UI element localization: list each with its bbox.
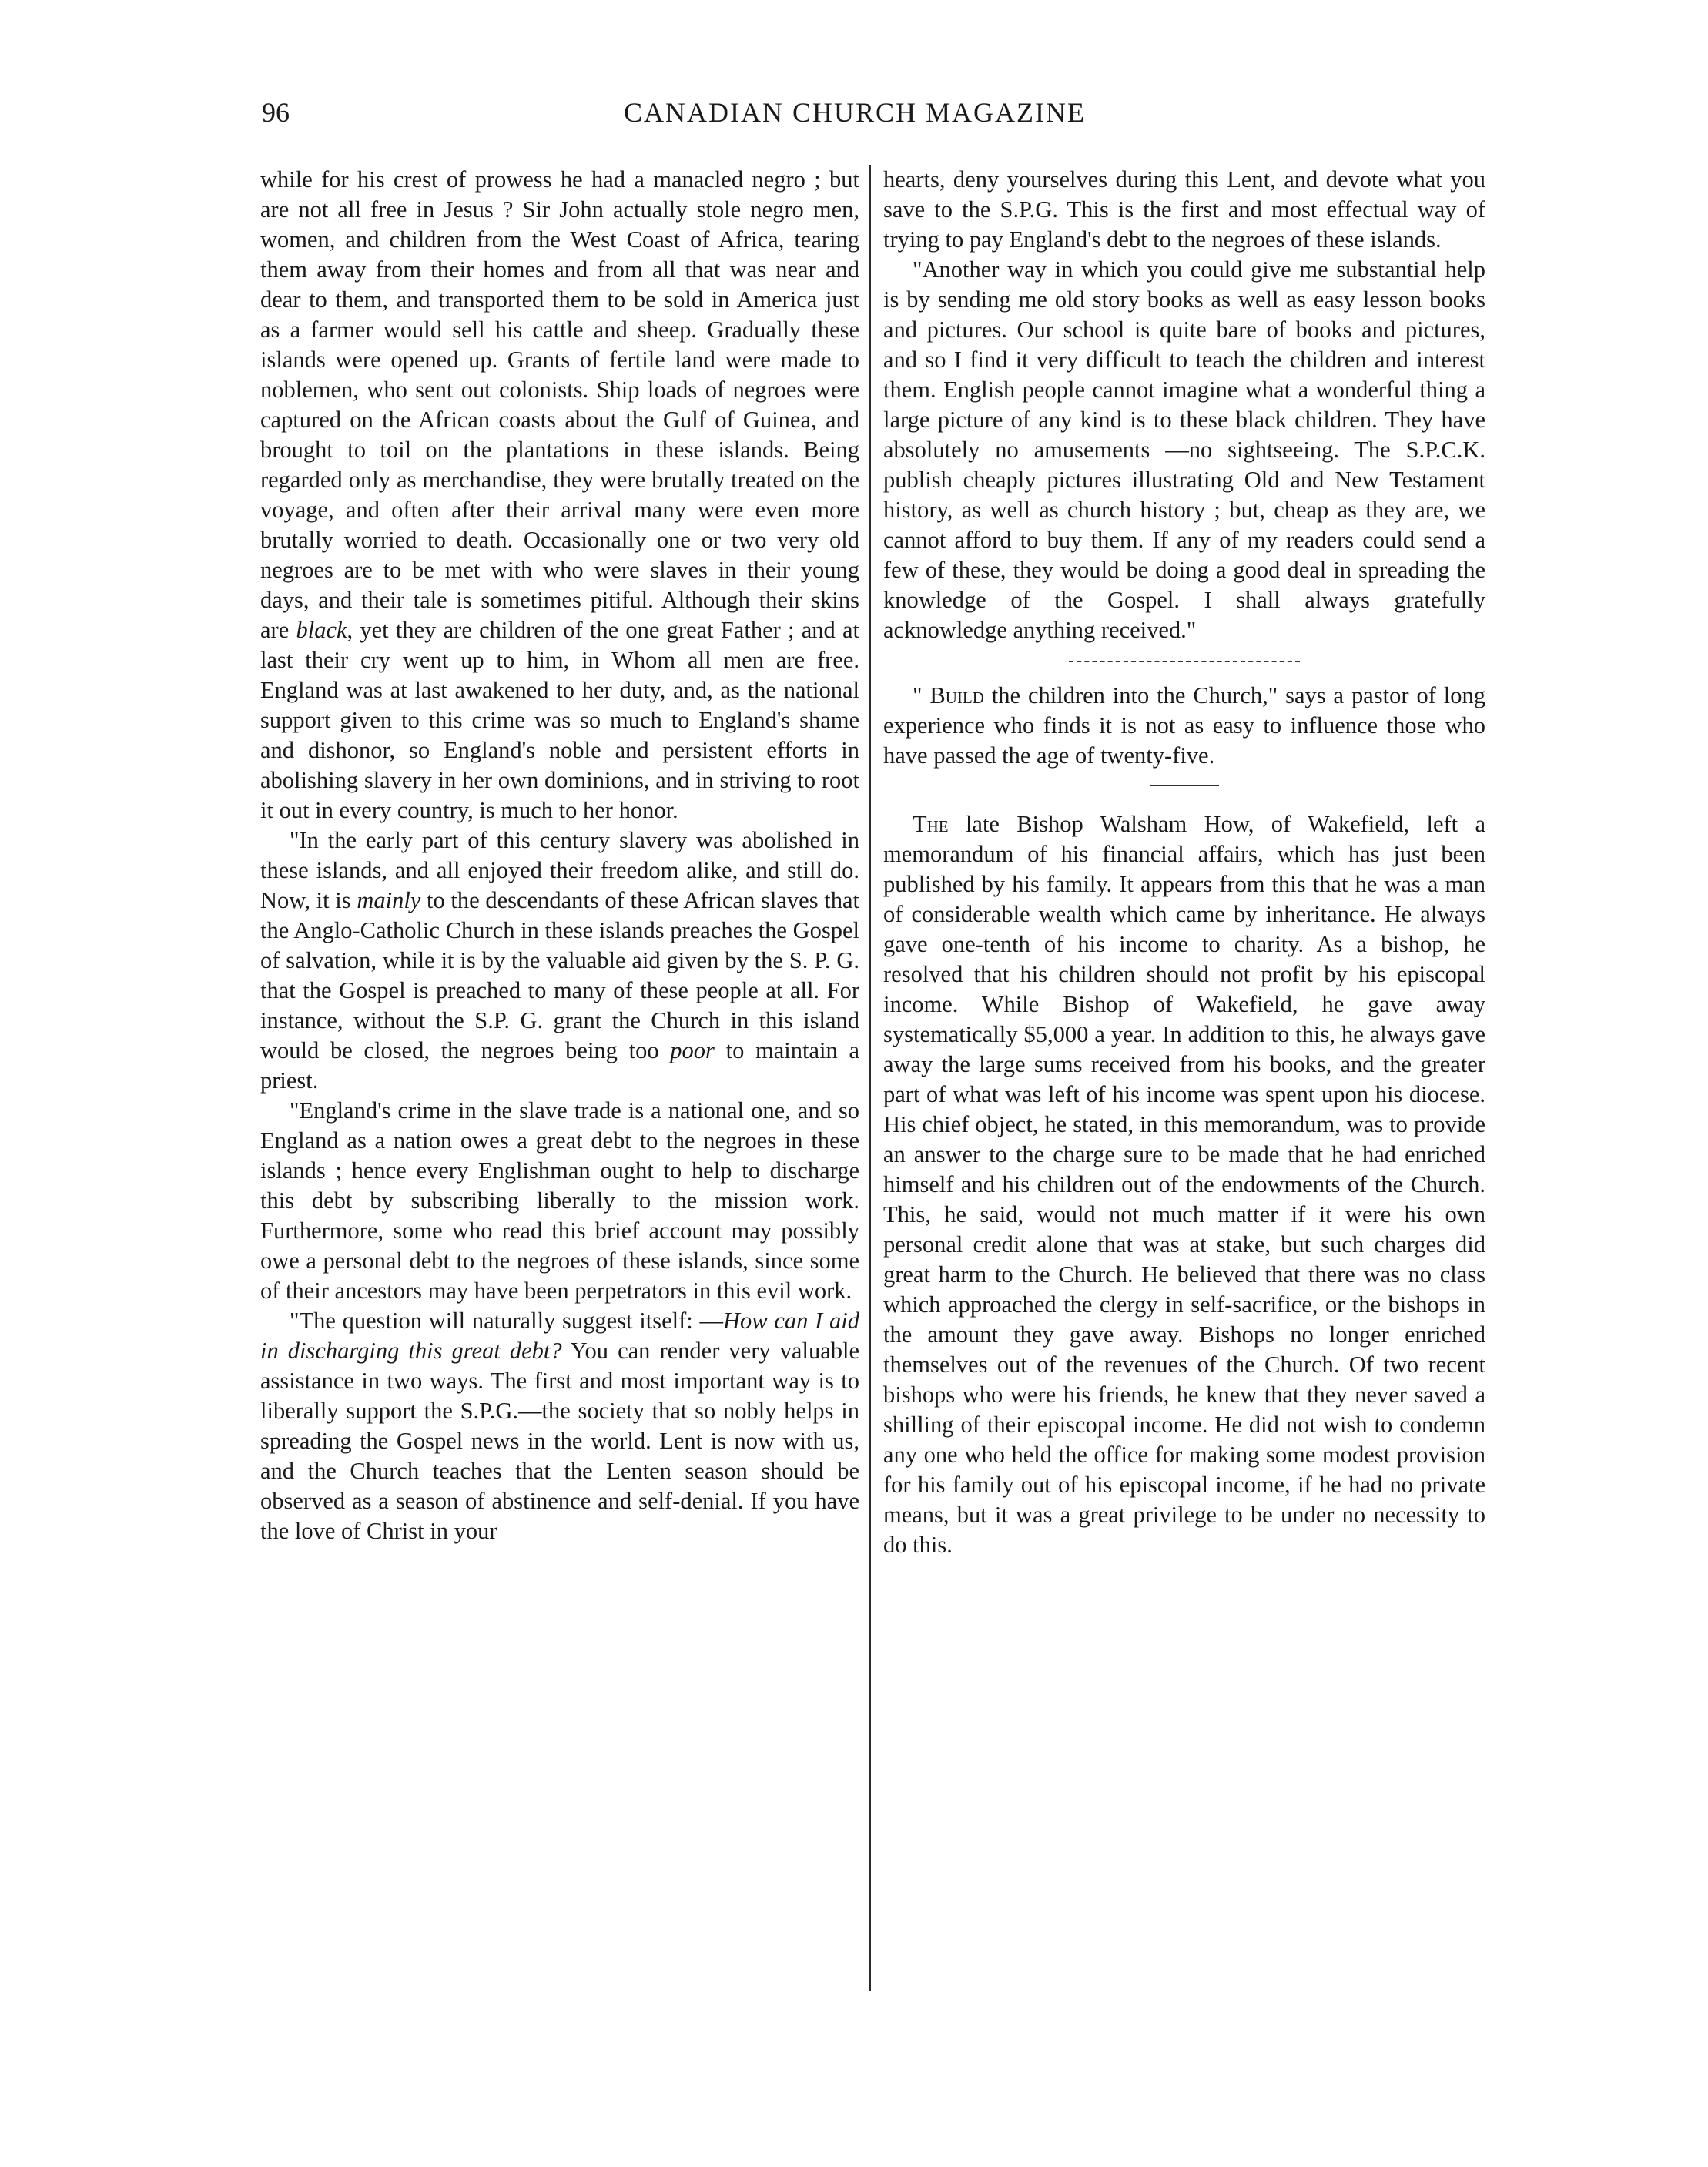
- left-column: [260, 165, 859, 1546]
- text-run: ": [913, 682, 930, 708]
- text-run: You can render very valuable assistance in two ways. The first and most important way is to liberally support the S.P.G.—the society that so nobly helps in spreading the Gospel news in the world. Lent is now with us, and the Church teaches that the Lenten season should be observed as a season of abstinence and self-denial. If you have the love of Christ in your: [260, 1338, 859, 1544]
- text-run: late Bishop Walsham How, of Wakefield, left a memorandum of his financial affairs, which has just been published by his family. It appears from this that he was a man of considerable wealth which came by inheritance. He always gave one-tenth of his income to charity. As a bishop, he resolved that his children should not profit by his episcopal income. While Bishop of Wakefield, he gave away systematically $5,000 a year. In addition to this, he always gave away the large sums received from his books, and the greater part of what was left of his income was spent upon his diocese. His chief object, he stated, in this memorandum, was to provide an answer to the charge sure to be made that he had enriched himself and his children out of the endowments of the Church. This, he said, would not much matter if it were his own personal credit alone that was at stake, but such charges did great harm to the Church. He believed that there was no class which approached the clergy in self-sacrifice, or the bishops in the amount they gave away. Bishops no longer enriched themselves out of the revenues of the Church. Of two recent bishops who were his friends, he knew that they never saved a shilling of their episcopal income. He did not wish to condemn any one who held the office for making some modest provision for his family out of his episcopal income, if he had no private means, but it was a great privilege to be under no necessity to do this.: [883, 811, 1485, 1558]
- text-run: "In the early part of this century slavery was abolished in these islands, and all enjoyed their freedom alike, and still do. Now, it is: [260, 827, 859, 913]
- right-column: [883, 165, 1485, 1560]
- left-paragraph-1: [260, 165, 859, 826]
- running-head-title: CANADIAN CHURCH MAGAZINE: [624, 97, 1086, 128]
- text-run: , yet they are children of the one great Father ; and at last their cry went up to him, in Whom all men are free. England was at last awakened to her duty, and, as the national support given to this crime was so much to England's shame and dishonor, so England's noble and persistent efforts in abolishing slavery in her own dominions, and in striving to root it out in every country, is much to her honor.: [260, 617, 859, 823]
- left-paragraph-2: [260, 826, 859, 1096]
- text-run: "The question will naturally suggest itself: —: [290, 1308, 723, 1334]
- emphasis: How can I aid in discharging this great debt?: [260, 1308, 859, 1364]
- small-caps-lead: Build: [929, 682, 984, 708]
- right-paragraph-2: "Another way in which you could give me substantial help is by sending me old story books as well as easy lesson books and pictures. Our school is quite bare of books and pictures, and so I find it very difficult to teach the children and interest them. English people cannot imagine what a wonderful thing a large picture of any kind is to these black children. They have absolutely no amusements —no sightseeing. The S.P.C.K. publish cheaply pictures illustrating Old and New Testament history, as well as church history ; but, cheap as they are, we cannot afford to buy them. If any of my readers could send a few of these, they would be doing a good deal in spreading the knowledge of the Gospel. I shall always gratefully acknowledge anything received.": [883, 256, 1485, 643]
- section-separator: [1150, 785, 1219, 786]
- section-separator: [1069, 661, 1300, 662]
- right-paragraph-1: hearts, deny yourselves during this Lent, and devote what you save to the S.P.G. This is the first and most effectual way of trying to pay England's debt to the negroes of these islands.: [883, 166, 1485, 253]
- text-run: to the descendants of these African slaves that the Anglo-Catholic Church in these islands preaches the Gospel of salvation, while it is by the valuable aid given by the S. P. G. that the Gospel is preached to many of these people at all. For instance, without the S.P. G. grant the Church in this island would be closed, the negroes being too: [260, 887, 859, 1063]
- text-run: while for his crest of prowess he had a manacled negro ; but are not all free in Jesus ? Sir John actually stole negro men, women, and children from the West Coast of Africa, tearing them away from their homes and from all that was near and dear to them, and transported them to be sold in America just as a farmer would sell his cattle and sheep. Gradually these islands were opened up. Grants of fertile land were made to noblemen, who sent out colonists. Ship loads of negroes were captured on the African coasts about the Gulf of Guinea, and brought to toil on the plantations in these islands. Being regarded only as merchandise, they were brutally treated on the voyage, and often after their arrival many were even more brutally worried to death. Occasionally one or two very old negroes are to be met with who were slaves in their young days, and their tale is sometimes pitiful. Although their skins are: [260, 166, 859, 643]
- right-paragraph-4: [883, 809, 1485, 1560]
- column-divider: [869, 165, 871, 1991]
- right-paragraph-3: [883, 681, 1485, 771]
- page-number: 96: [262, 97, 290, 128]
- emphasis: black: [296, 617, 347, 643]
- text-run: to maintain a priest.: [260, 1037, 859, 1094]
- emphasis: poor: [670, 1037, 715, 1063]
- left-paragraph-4: [260, 1306, 859, 1546]
- small-caps-lead: The: [913, 811, 949, 837]
- emphasis: mainly: [357, 887, 421, 913]
- left-paragraph-3: "England's crime in the slave trade is a national one, and so England as a nation owes a great debt to the negroes in these islands ; hence every Englishman ought to help to discharge this debt by subscribing liberally to the mission work. Furthermore, some who read this brief account may possibly owe a personal debt to the negroes of these islands, since some of their ancestors may have been perpetrators in this evil work.: [260, 1097, 859, 1304]
- text-run: the children into the Church," says a pastor of long experience who finds it is not as easy to influence those who have passed the age of twenty-five.: [883, 682, 1486, 769]
